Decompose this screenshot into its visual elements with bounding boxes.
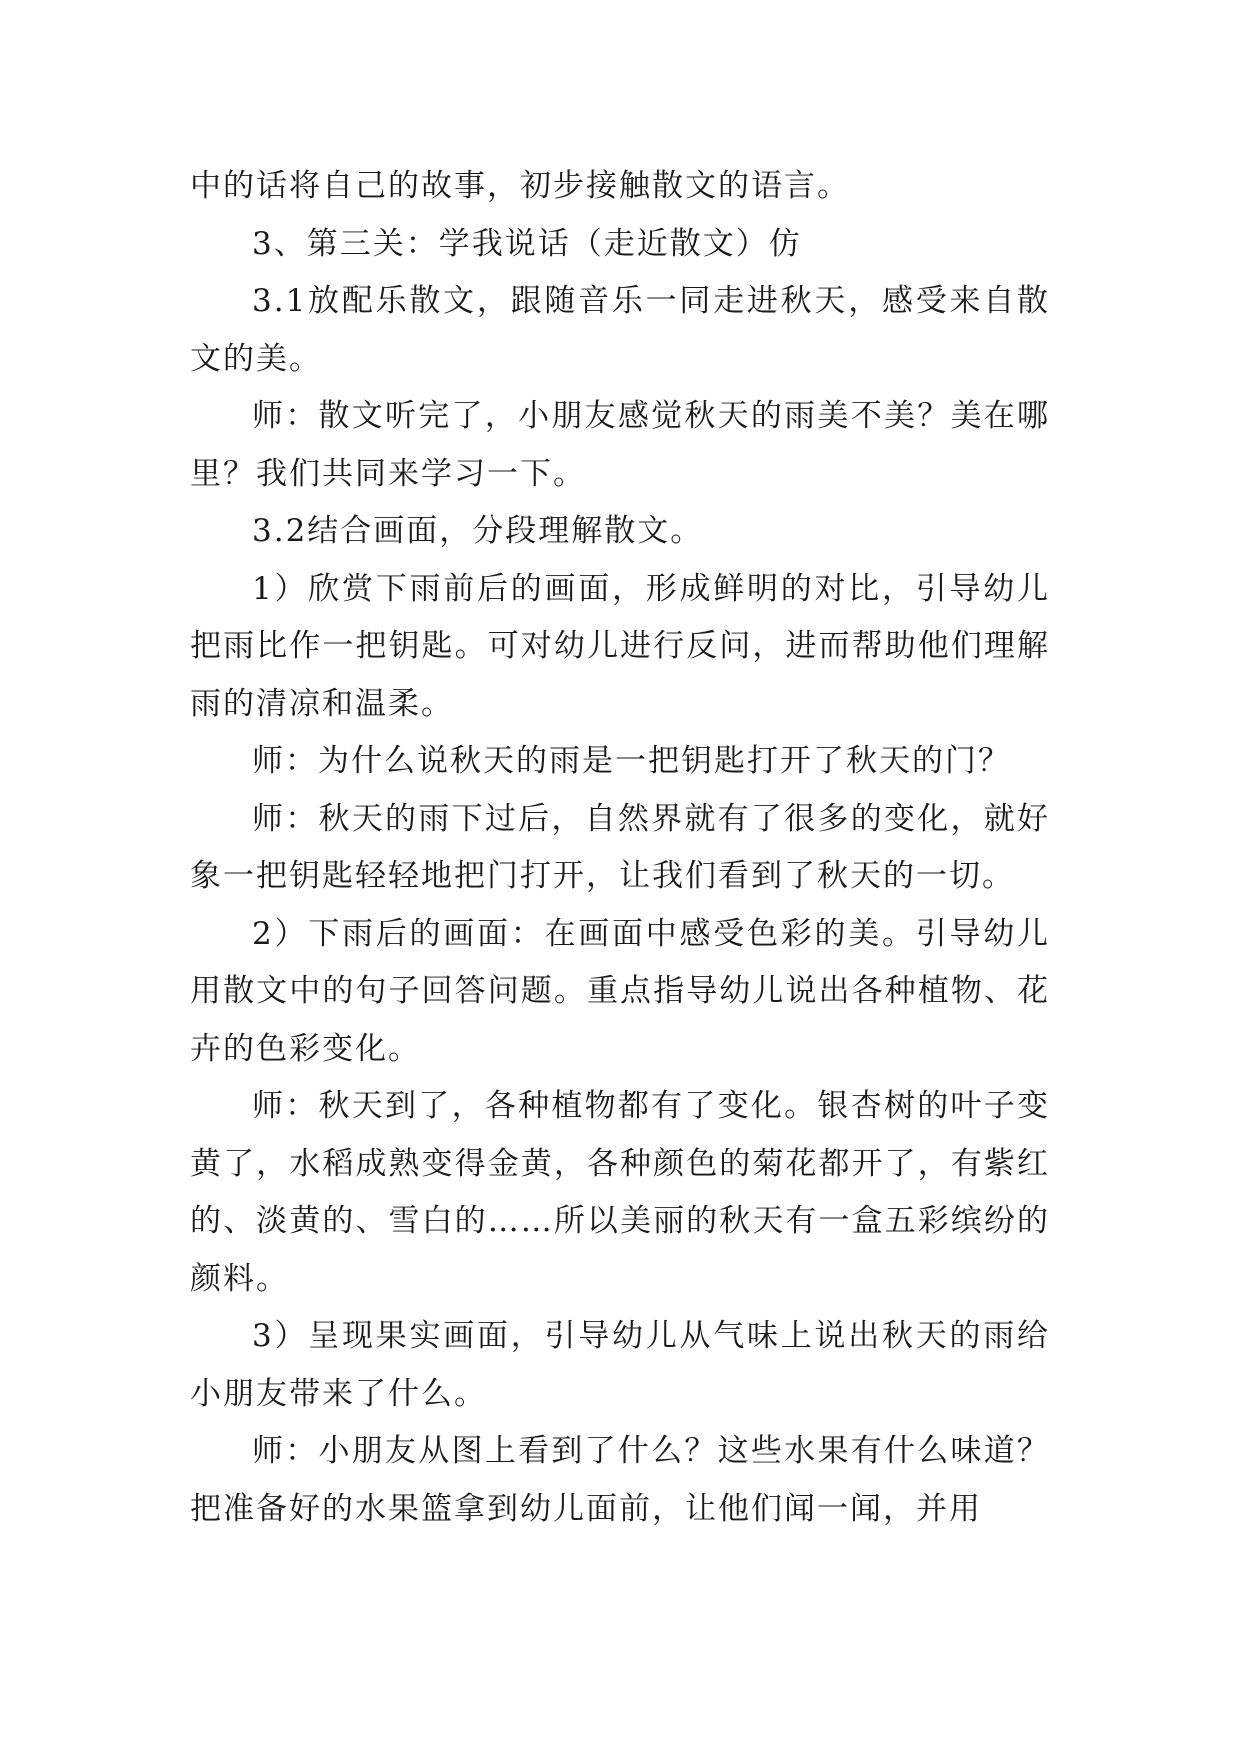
paragraph: 3.1放配乐散文，跟随音乐一同走进秋天，感受来自散文的美。 [190, 283, 1050, 377]
paragraph: 3）呈现果实画面，引导幼儿从气味上说出秋天的雨给小朋友带来了什么。 [190, 1318, 1050, 1412]
paragraph: 2）下雨后的画面：在画面中感受色彩的美。引导幼儿用散文中的句子回答问题。重点指导幼儿说出各种植物、花卉的色彩变化。 [190, 915, 1050, 1067]
paragraph: 3、第三关：学我说话（走近散文）仿 [252, 225, 802, 262]
paragraph: 中的话将自己的故事，初步接触散文的语言。 [190, 168, 850, 204]
paragraph: 3.2结合画面，分段理解散文。 [252, 513, 704, 549]
paragraph: 师：秋天的雨下过后，自然界就有了很多的变化，就好象一把钥匙轻轻地把门打开，让我们看到了秋天的一切。 [190, 800, 1050, 894]
paragraph: 1）欣赏下雨前后的画面，形成鲜明的对比，引导幼儿把雨比作一把钥匙。可对幼儿进行反问，进而帮助他们理解雨的清凉和温柔。 [190, 570, 1050, 722]
paragraph: 师：小朋友从图上看到了什么？这些水果有什么味道？把准备好的水果篮拿到幼儿面前，让他们闻一闻，并用 [190, 1433, 1050, 1527]
paragraph: 师：为什么说秋天的雨是一把钥匙打开了秋天的门？ [252, 743, 1011, 779]
paragraph: 师：秋天到了，各种植物都有了变化。银杏树的叶子变黄了，水稻成熟变得金黄，各种颜色的菊花都开了，有紫红的、淡黄的、雪白的……所以美丽的秋天有一盒五彩缤纷的颜料。 [190, 1088, 1050, 1297]
document-body [190, 158, 1050, 1538]
paragraph: 师：散文听完了，小朋友感觉秋天的雨美不美？美在哪里？我们共同来学习一下。 [190, 398, 1050, 492]
